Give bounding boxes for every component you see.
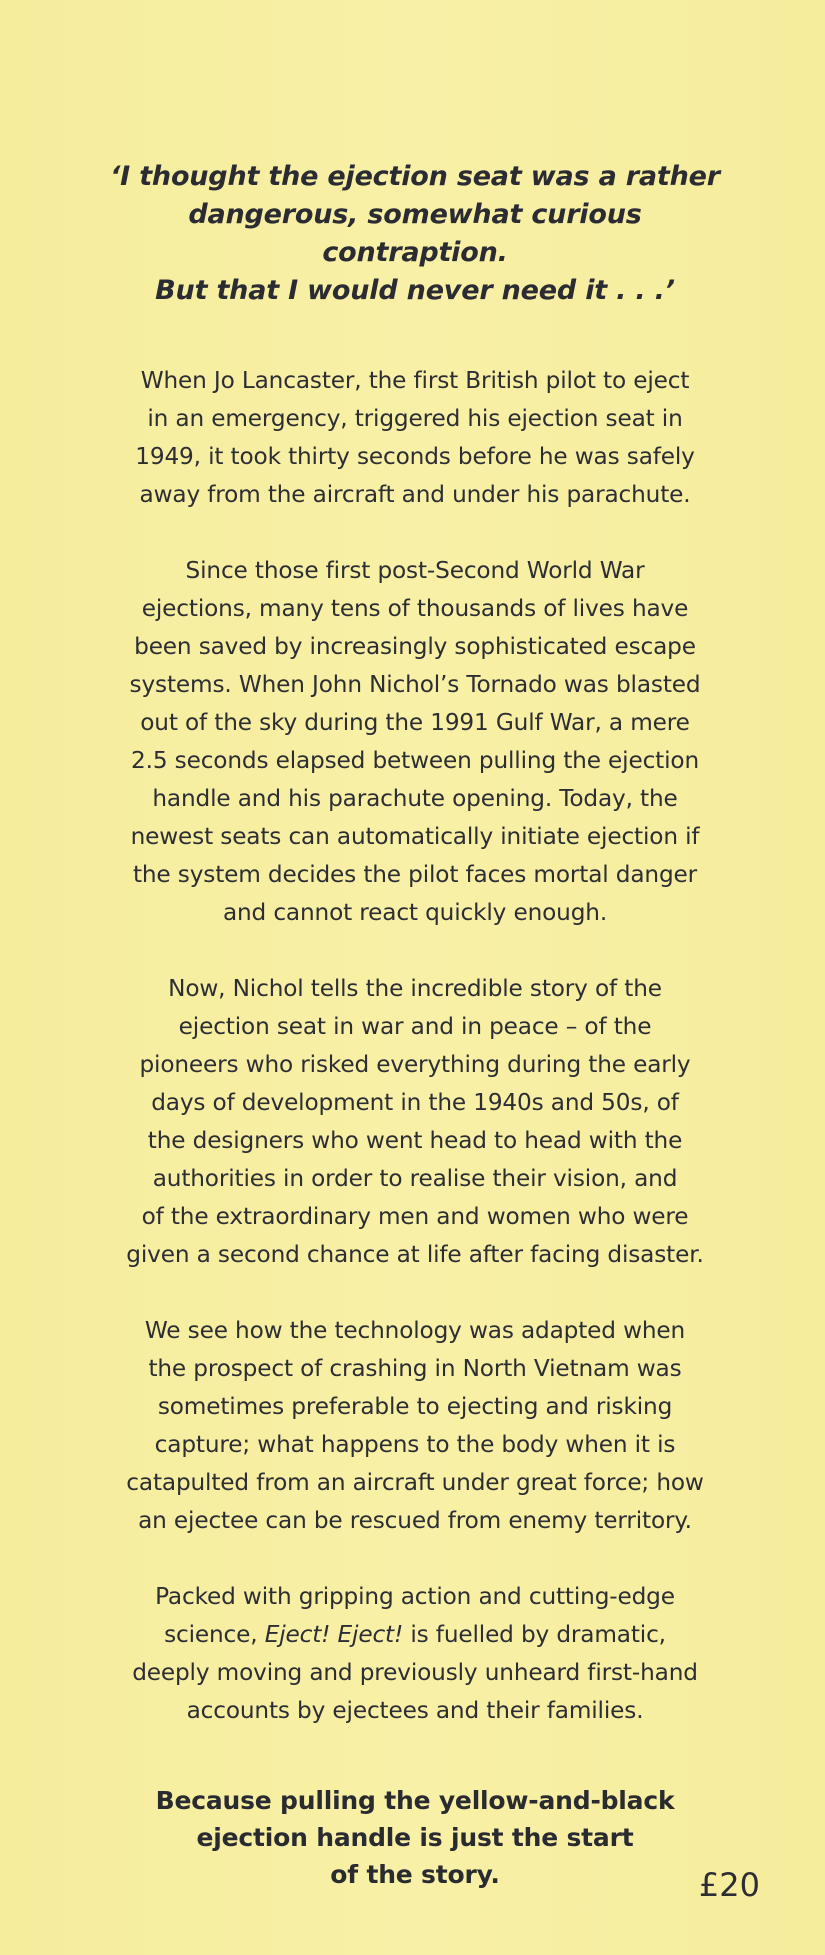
text-line: ejections, many tens of thousands of lives have (141, 595, 689, 622)
book-title-italic: Eject! Eject! (264, 1621, 404, 1648)
text-line: deeply moving and previously unheard first-hand (132, 1659, 698, 1686)
text-line-pre: science, (164, 1621, 265, 1648)
quote-line: ‘I thought the ejection seat was a rather (110, 161, 720, 192)
text-line: and cannot react quickly enough. (222, 899, 608, 926)
text-line: We see how the technology was adapted when (144, 1317, 686, 1344)
text-line: Since those first post-Second World War (185, 557, 645, 584)
text-line: catapulted from an aircraft under great force; how (126, 1469, 704, 1496)
closing-line: ejection handle is just the start (196, 1823, 634, 1852)
flap-content (95, 158, 735, 1893)
text-line: accounts by ejectees and their families. (186, 1697, 644, 1724)
text-line: 1949, it took thirty seconds before he was safely (135, 443, 695, 470)
pull-quote (95, 158, 735, 310)
text-line: been saved by increasingly sophisticated escape (134, 633, 696, 660)
paragraph-ejections (95, 552, 735, 932)
text-line: the designers who went head to head with the (147, 1127, 683, 1154)
quote-line: dangerous, somewhat curious contraption. (188, 199, 642, 268)
text-line: Packed with gripping action and cutting-edge (155, 1583, 675, 1610)
text-line: ejection seat in war and in peace – of the (178, 1013, 652, 1040)
closing-line: Because pulling the yellow-and-black (155, 1786, 675, 1815)
text-line: newest seats can automatically initiate ejection if (130, 823, 700, 850)
closing-line: of the story. (330, 1860, 500, 1889)
paragraph-lancaster (95, 362, 735, 514)
closing-statement (95, 1782, 735, 1893)
text-line: given a second chance at life after facing disaster. (126, 1241, 704, 1268)
text-line: in an emergency, triggered his ejection seat in (147, 405, 683, 432)
text-line: capture; what happens to the body when it is (154, 1431, 676, 1458)
text-line: sometimes preferable to ejecting and risking (157, 1393, 673, 1420)
text-line: When Jo Lancaster, the first British pilot to eject (140, 367, 690, 394)
text-line: an ejectee can be rescued from enemy territory. (138, 1507, 692, 1534)
text-line: the system decides the pilot faces mortal danger (132, 861, 698, 888)
text-line: days of development in the 1940s and 50s, of (151, 1089, 679, 1116)
text-line: systems. When John Nichol’s Tornado was blasted (129, 671, 701, 698)
text-line: pioneers who risked everything during the early (139, 1051, 691, 1078)
text-line: the prospect of crashing in North Vietnam was (148, 1355, 682, 1382)
text-line: out of the sky during the 1991 Gulf War, a mere (140, 709, 690, 736)
text-line-post: is fuelled by dramatic, (403, 1621, 666, 1648)
price-label: £20 (698, 1866, 760, 1904)
quote-line: But that I would never need it . . .’ (155, 275, 675, 306)
text-line: of the extraordinary men and women who were (141, 1203, 689, 1230)
text-line: Now, Nichol tells the incredible story of the (168, 975, 662, 1002)
text-line: authorities in order to realise their vision, and (152, 1165, 678, 1192)
paragraph-packed (95, 1578, 735, 1730)
text-line: handle and his parachute opening. Today, the (152, 785, 678, 812)
paragraph-nichol-story (95, 970, 735, 1274)
text-line: 2.5 seconds elapsed between pulling the ejection (131, 747, 699, 774)
paragraph-technology (95, 1312, 735, 1540)
text-line: away from the aircraft and under his parachute. (139, 481, 691, 508)
